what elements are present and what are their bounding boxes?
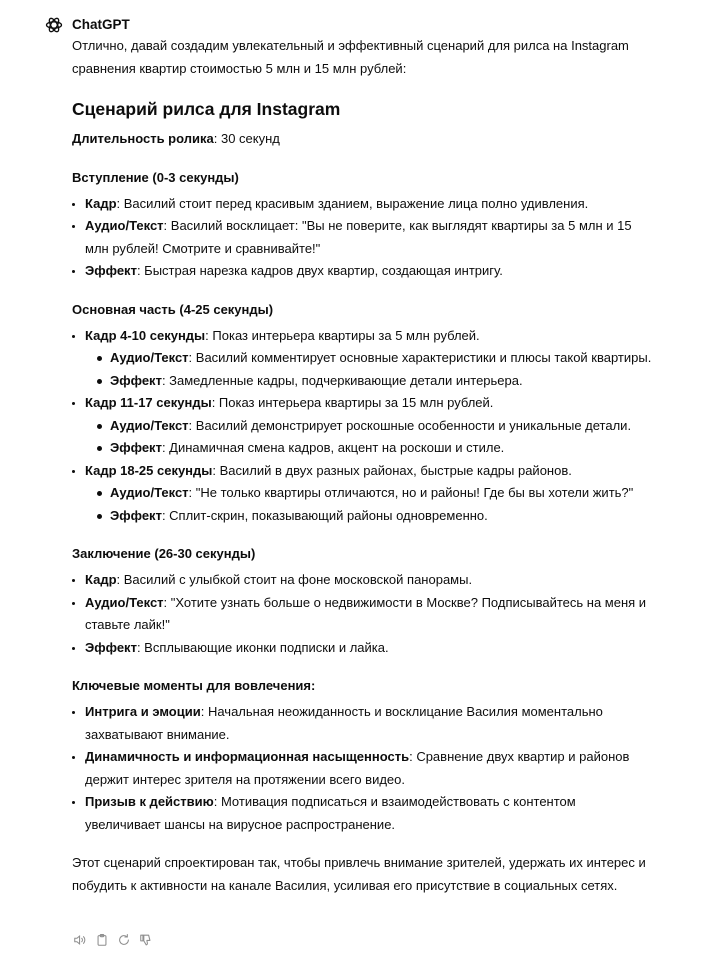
item-label: Аудио/Текст (110, 350, 189, 365)
openai-logo-icon (44, 15, 64, 35)
message-author: ChatGPT (72, 17, 130, 32)
key-list (72, 701, 652, 836)
item-label: Эффект (85, 639, 137, 655)
sub-list-item (85, 505, 652, 528)
sub-list-item (85, 347, 652, 370)
item-label: Кадр 11-17 секунды (85, 395, 212, 410)
item-label: Аудио/Текст (85, 218, 164, 233)
duration-value: : 30 секунд (213, 131, 280, 146)
item-label: Эффект (110, 440, 162, 455)
duration-line (72, 128, 652, 151)
item-text: : Сплит-скрин, показывающий районы одновременно. (161, 507, 488, 523)
sub-list-item (85, 415, 652, 438)
regenerate-button[interactable] (116, 932, 132, 948)
item-text: : Динамичная смена кадров, акцент на роскоши и стиле. (161, 440, 505, 455)
sub-list-item (85, 370, 652, 393)
intro-paragraph: Отлично, давай создадим увлекательный и эффективный сценарий для рилса на Instagram сравнения квартир стоимостью 5 млн и 15 млн рублей: (72, 38, 629, 76)
thumbs-down-icon (139, 933, 153, 947)
list-item (72, 701, 652, 746)
copy-button[interactable] (94, 932, 110, 948)
item-text: : Быстрая нарезка кадров двух квартир, создающая интригу. (136, 263, 503, 278)
list-item (72, 260, 652, 283)
sub-list-item (85, 482, 652, 505)
item-text: : Сравнение двух квартир и районов держит интерес зрителя на протяжении всего видео. (85, 749, 630, 787)
duration-label: Длительность ролика (72, 131, 214, 146)
item-text: : Василий комментирует основные характеристики и плюсы такой квартиры. (188, 350, 652, 365)
item-label: Динамичность и информационная насыщенность (85, 749, 410, 764)
list-item (72, 569, 652, 592)
item-text: : Показ интерьера квартиры за 5 млн рублей. (205, 327, 480, 343)
message-content (72, 35, 652, 897)
message-actions (72, 932, 154, 948)
list-item (72, 637, 652, 660)
list-item (72, 392, 652, 460)
list-item (72, 592, 652, 637)
item-text: : Василий с улыбкой стоит на фоне московской панорамы. (116, 572, 473, 587)
sub-list-item (85, 437, 652, 460)
item-label: Эффект (110, 372, 162, 388)
section-heading-intro: Вступление (0-3 секунды) (72, 169, 239, 185)
item-label: Кадр 18-25 секунды (85, 462, 213, 478)
item-text: : Василий в двух разных районах, быстрые кадры районов. (212, 462, 572, 478)
item-text: : Василий восклицает: "Вы не поверите, как выглядят квартиры за 5 млн и 15 млн рублей! Смотрите и сравнивайте!" (85, 218, 632, 256)
sub-list (85, 347, 652, 392)
section-heading-key: Ключевые моменты для вовлечения: (72, 678, 316, 693)
script-title: Сценарий рилса для Instagram (72, 99, 341, 119)
item-label: Эффект (85, 263, 137, 278)
item-label: Призыв к действию (85, 794, 214, 809)
clipboard-icon (95, 933, 109, 947)
outro-paragraph: Этот сценарий спроектирован так, чтобы привлечь внимание зрителей, удержать их интерес и побудить к активности на канале Василия, усиливая его присутствие в социальных сетях. (72, 855, 646, 893)
speaker-icon (73, 933, 87, 947)
list-item (72, 325, 652, 393)
intro-list (72, 193, 652, 283)
item-label: Кадр 4-10 секунды (85, 327, 206, 343)
item-text: : "Хотите узнать больше о недвижимости в Москве? Подписывайтесь на меня и ставьте лайк!" (85, 594, 647, 632)
list-item (72, 193, 652, 216)
list-item (72, 791, 652, 836)
list-item (72, 460, 652, 528)
item-label: Кадр (85, 572, 117, 587)
sub-list (85, 415, 652, 460)
section-heading-outro: Заключение (26-30 секунды) (72, 546, 256, 561)
list-item (72, 215, 652, 260)
item-text: : Василий стоит перед красивым зданием, выражение лица полно удивления. (116, 195, 589, 211)
refresh-icon (117, 933, 131, 947)
item-text: : Василий демонстрирует роскошные особенности и уникальные детали. (188, 417, 632, 433)
item-text: : Всплывающие иконки подписки и лайка. (136, 639, 389, 655)
item-label: Аудио/Текст (85, 594, 164, 610)
item-text: : Замедленные кадры, подчеркивающие детали интерьера. (161, 372, 523, 388)
outro-list (72, 569, 652, 659)
item-label: Эффект (110, 507, 162, 523)
item-text: : "Не только квартиры отличаются, но и районы! Где бы вы хотели жить?" (188, 485, 634, 500)
item-text: : Мотивация подписаться и взаимодействовать с контентом увеличивает шансы на вирусное распространение. (85, 794, 576, 832)
thumbs-down-button[interactable] (138, 932, 154, 948)
section-heading-main: Основная часть (4-25 секунды) (72, 301, 274, 317)
read-aloud-button[interactable] (72, 932, 88, 948)
item-label: Интрига и эмоции (85, 704, 201, 719)
sub-list (85, 482, 652, 527)
main-list (72, 325, 652, 528)
item-label: Кадр (85, 195, 117, 211)
item-label: Аудио/Текст (110, 417, 189, 433)
list-item (72, 746, 652, 791)
item-text: : Показ интерьера квартиры за 15 млн рублей. (211, 395, 494, 410)
item-text: : Начальная неожиданность и восклицание Василия моментально захватывают внимание. (85, 704, 603, 742)
item-label: Аудио/Текст (110, 485, 189, 500)
message-header (44, 14, 130, 37)
